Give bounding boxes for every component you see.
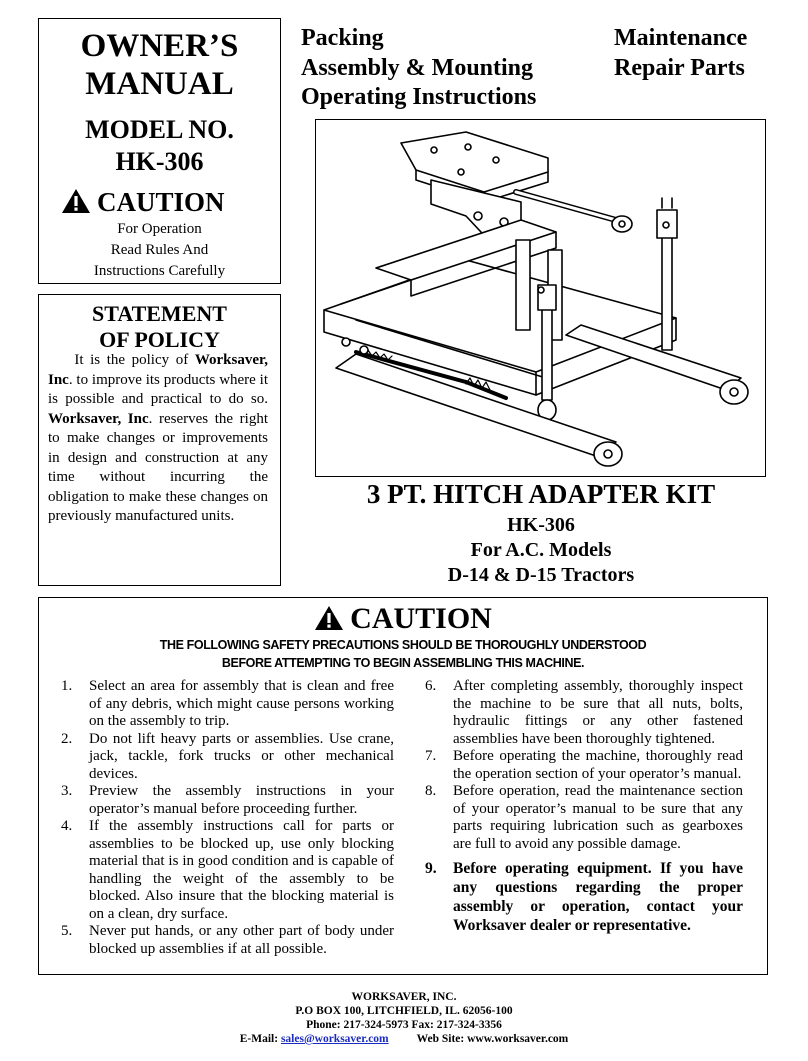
caution-note bbox=[39, 219, 280, 282]
precautions-left-column bbox=[61, 678, 394, 958]
precaution-item bbox=[61, 731, 394, 784]
caution-note-line: For Operation bbox=[117, 221, 202, 237]
title-line: OWNER’S bbox=[80, 28, 239, 64]
owner-manual-box bbox=[38, 18, 281, 284]
precaution-item bbox=[61, 678, 394, 731]
item-number: 1. bbox=[61, 678, 73, 694]
precautions-right-column bbox=[425, 678, 743, 935]
caution-box-title-text: CAUTION bbox=[350, 602, 492, 635]
company-name: Worksaver, Inc bbox=[48, 352, 269, 388]
item-number: 7. bbox=[425, 748, 437, 764]
kit-name: 3 PT. HITCH ADAPTER KIT bbox=[366, 479, 716, 509]
item-text: Preview the assembly instructions in your operator’s manual before proceeding further. bbox=[89, 783, 394, 817]
footer-address: P.O BOX 100, LITCHFIELD, IL. 62056-100 bbox=[295, 1005, 513, 1017]
precaution-item bbox=[425, 783, 743, 853]
caution-heading bbox=[61, 185, 225, 219]
email-label: E-Mail: bbox=[239, 1033, 281, 1045]
footer-company: WORKSAVER, INC. bbox=[351, 991, 457, 1003]
policy-title bbox=[39, 301, 280, 353]
item-number: 4. bbox=[61, 818, 73, 834]
model-number: HK-306 bbox=[115, 147, 204, 176]
item-text: Never put hands, or any other part of body under blocked up assemblies if at all possible. bbox=[89, 923, 394, 957]
precaution-item bbox=[61, 818, 394, 923]
website-text: Web Site: www.worksaver.com bbox=[416, 1033, 569, 1045]
item-number: 3. bbox=[61, 783, 73, 799]
item-number: 5. bbox=[61, 923, 73, 939]
caution-label: CAUTION bbox=[97, 187, 225, 217]
safety-caution-box bbox=[38, 597, 768, 975]
precaution-item bbox=[425, 678, 743, 748]
hitch-drawing bbox=[316, 120, 765, 476]
model-label: MODEL NO. bbox=[85, 115, 234, 144]
header-item: Operating Instructions bbox=[301, 84, 537, 110]
header-sections-left bbox=[301, 24, 536, 113]
policy-text-part: . reserves the right to make changes or improvements in design and construction at any time without incurring the obligation to make these changes on previously manufactured units. bbox=[48, 410, 268, 524]
item-text: Before operating the machine, thoroughly read the operation section of your operator’s manual. bbox=[453, 748, 743, 782]
warning-triangle-icon bbox=[61, 188, 91, 214]
header-sections-right bbox=[614, 24, 747, 83]
kit-tractors: D-14 & D-15 Tractors bbox=[447, 564, 635, 586]
warning-triangle-icon bbox=[314, 605, 344, 631]
policy-box bbox=[38, 294, 281, 586]
owner-manual-title bbox=[39, 27, 280, 103]
footer-phone: Phone: 217-324-5973 Fax: 217-324-3356 bbox=[306, 1019, 502, 1031]
footer bbox=[0, 990, 808, 1046]
item-number: 6. bbox=[425, 678, 437, 694]
header-item: Assembly & Mounting bbox=[301, 54, 534, 81]
item-text: If the assembly instructions call for parts or assemblies to be blocked up, use only blocking material that is in good condition and is capable of handling the weight of the assembly to be blocked. Also insure that the blocking material is on a clean, dry surface. bbox=[89, 818, 394, 922]
item-text: After completing assembly, thoroughly inspect the machine to be sure that all nuts, bolts, hydraulic fittings or any other fastened assemblies have been thoroughly tightened. bbox=[453, 678, 743, 747]
subtitle-line: THE FOLLOWING SAFETY PRECAUTIONS SHOULD BE THOROUGHLY UNDERSTOOD bbox=[159, 638, 647, 652]
policy-text bbox=[48, 351, 268, 527]
caution-note-line: Instructions Carefully bbox=[93, 263, 226, 279]
item-number: 8. bbox=[425, 783, 437, 799]
subtitle-line: BEFORE ATTEMPTING TO BEGIN ASSEMBLING THIS MACHINE. bbox=[221, 656, 585, 670]
item-number: 2. bbox=[61, 730, 73, 747]
policy-title-line: OF POLICY bbox=[99, 327, 220, 352]
policy-title-line: STATEMENT bbox=[92, 301, 227, 326]
company-name: Worksaver, Inc bbox=[48, 410, 149, 427]
precaution-item-emphasis bbox=[425, 859, 743, 935]
kit-model: HK-306 bbox=[507, 514, 575, 536]
item-number: 9. bbox=[425, 860, 437, 877]
item-text: Before operation, read the maintenance section of your operator’s manual to be sure that any parts requiring lubrication such as gearboxes are full to avoid any possible damage. bbox=[453, 783, 743, 852]
hitch-illustration bbox=[315, 119, 766, 477]
item-text: Select an area for assembly that is clean and free of any debris, which might cause persons working on the assembly to trip. bbox=[89, 678, 394, 729]
footer-contact bbox=[0, 1032, 808, 1046]
caution-box-subtitle bbox=[39, 636, 767, 672]
policy-text-part: . to improve its products where it is possible and practical to do so. bbox=[48, 371, 268, 407]
kit-for: For A.C. Models bbox=[470, 539, 612, 561]
header-item: Maintenance bbox=[614, 25, 748, 51]
kit-title-block bbox=[301, 478, 781, 588]
header-item: Packing bbox=[301, 25, 384, 51]
caution-box-title bbox=[39, 602, 767, 636]
precaution-item bbox=[425, 748, 743, 783]
caution-note-line: Read Rules And bbox=[110, 242, 209, 258]
precaution-item bbox=[61, 923, 394, 958]
precaution-item bbox=[61, 783, 394, 818]
header-item: Repair Parts bbox=[614, 54, 745, 81]
item-text: Do not lift heavy parts or assemblies. Use crane, jack, tackle, fork trucks or other mechanical devices. bbox=[89, 730, 394, 782]
policy-text-part: It is the policy of bbox=[74, 352, 195, 368]
email-link[interactable]: sales@worksaver.com bbox=[280, 1033, 389, 1045]
item-text: Before operating equipment. If you have any questions regarding the proper assembly or operation, contact your Worksaver dealer or representative. bbox=[453, 860, 743, 934]
title-line: MANUAL bbox=[85, 66, 234, 102]
